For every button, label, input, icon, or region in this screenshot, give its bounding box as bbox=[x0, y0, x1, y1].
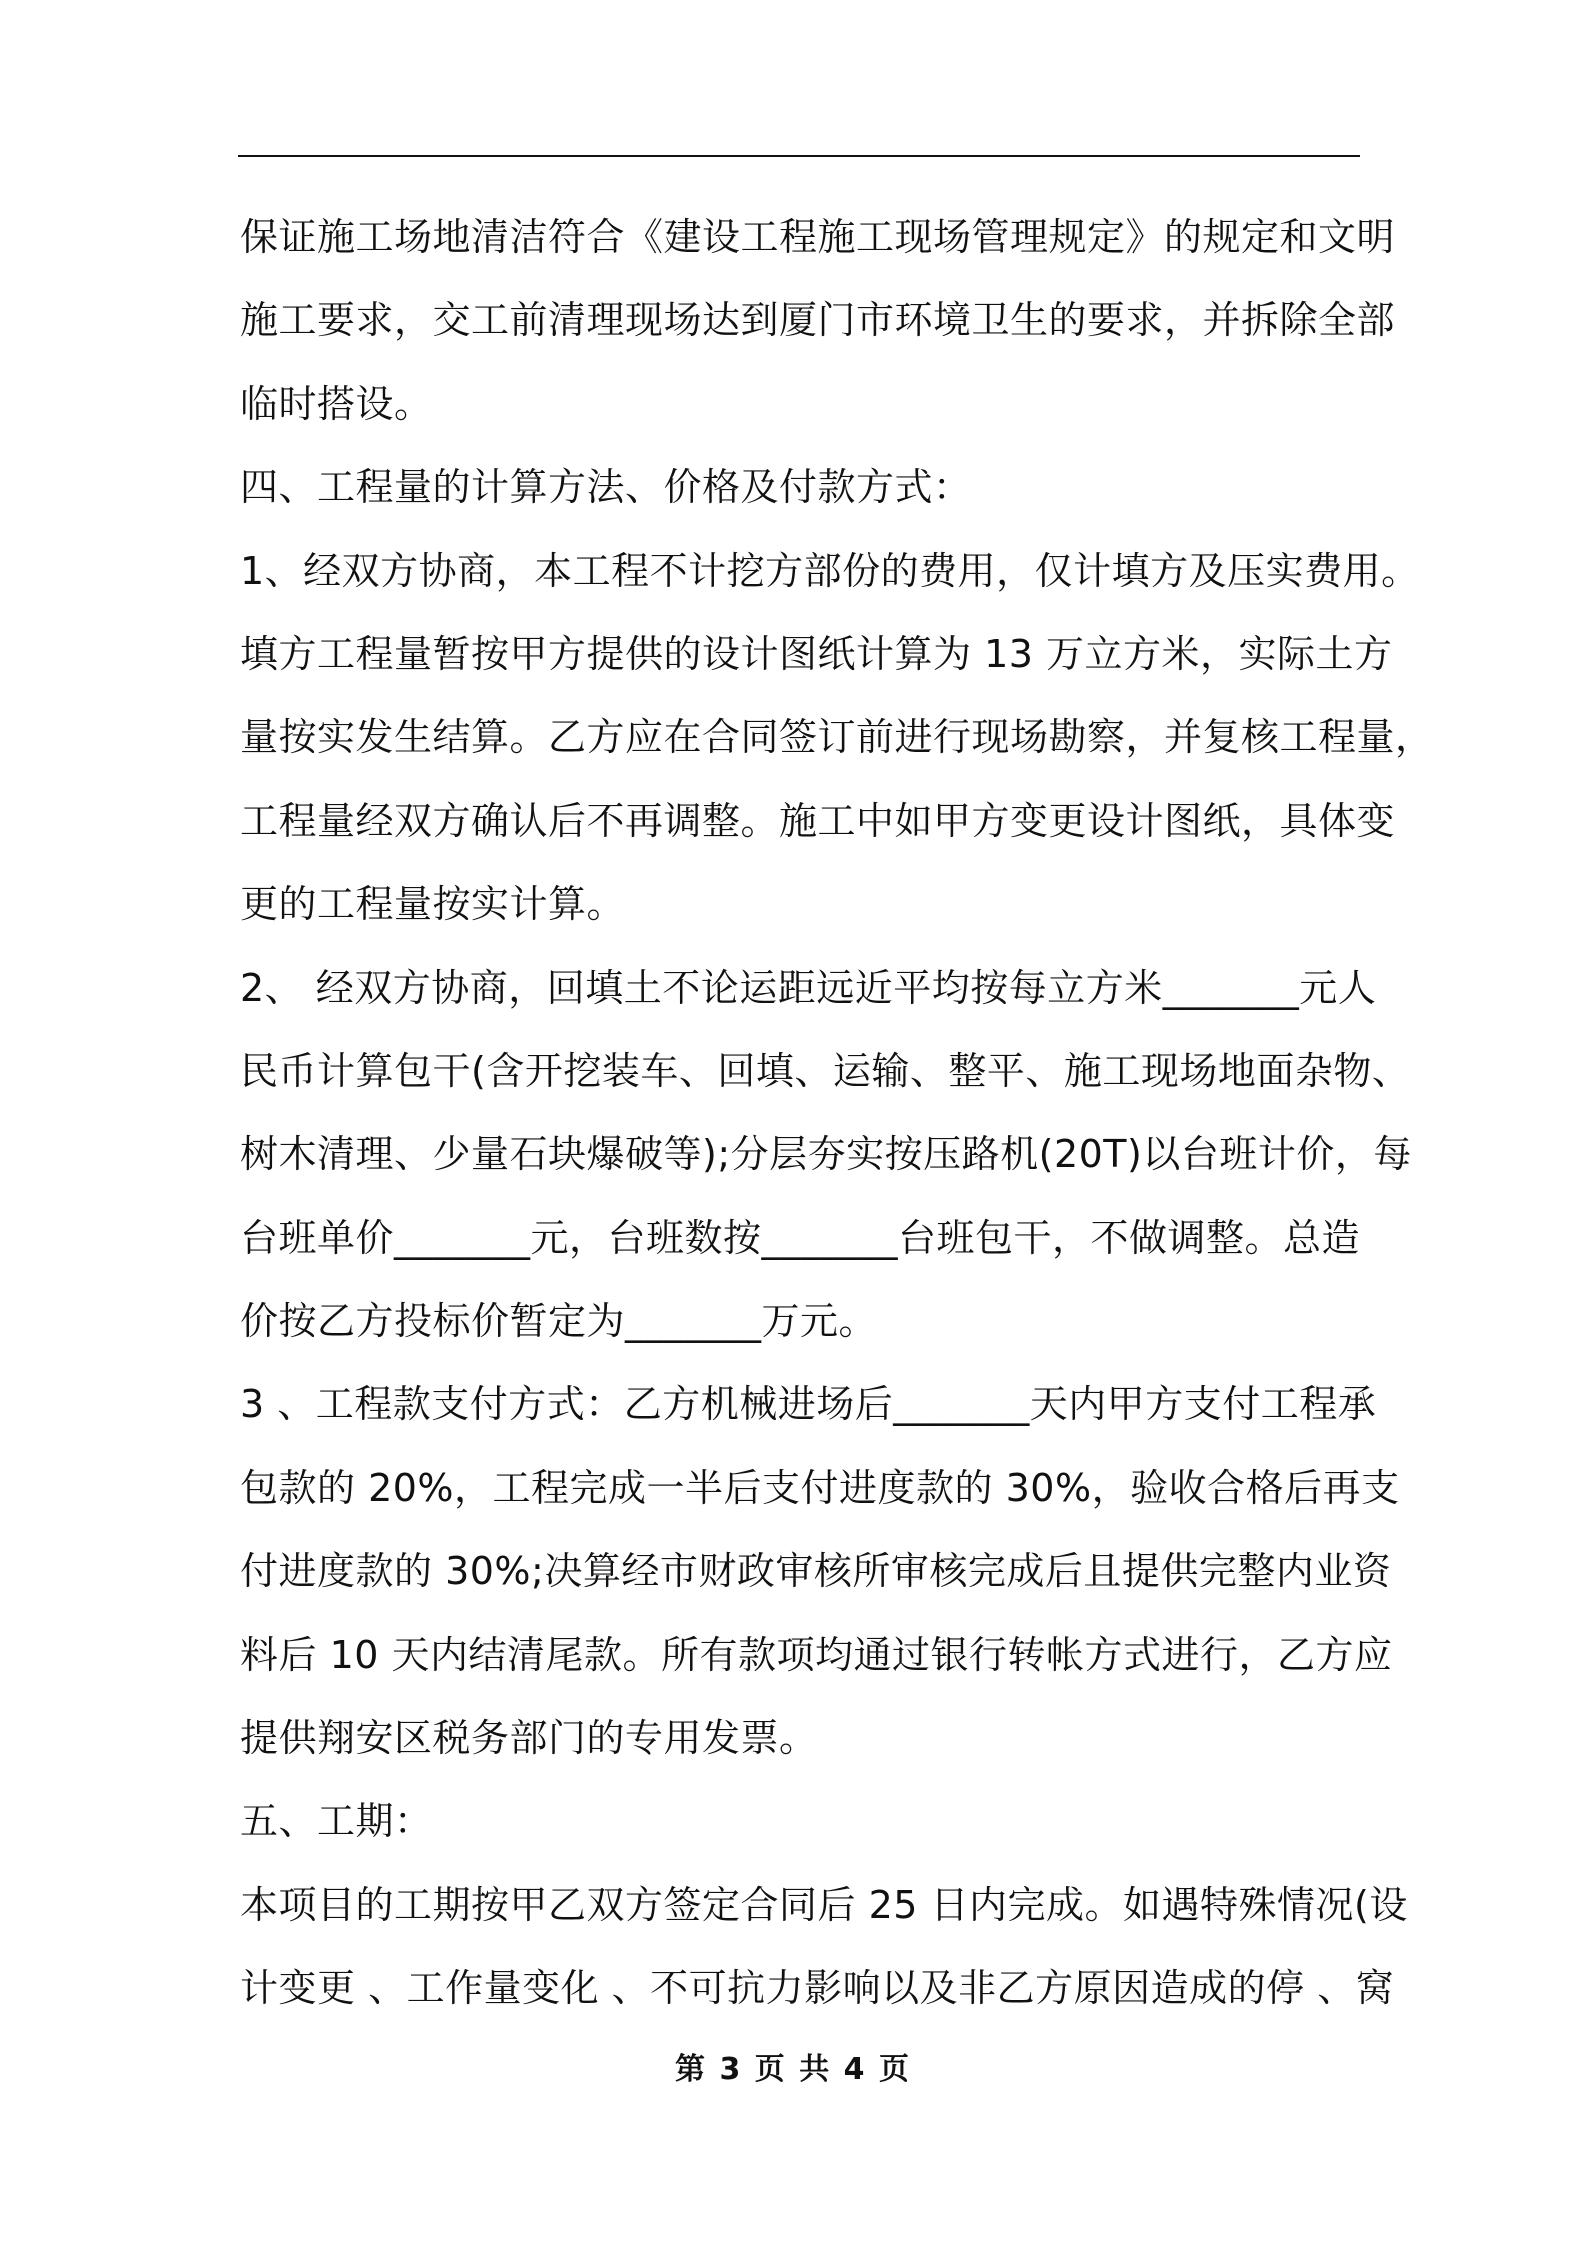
text-line: 计变更 、工作量变化 、不可抗力影响以及非乙方原因造成的停 、窝 bbox=[240, 1966, 1395, 2011]
text-line: 更的工程量按实计算。 bbox=[240, 882, 626, 927]
text-line: 付进度款的 30%;决算经市财政审核所审核完成后且提供完整内业资 bbox=[240, 1549, 1392, 1594]
header-rule bbox=[238, 155, 1360, 157]
text-line: 3 、工程款支付方式：乙方机械进场后_______天内甲方支付工程承 bbox=[240, 1382, 1377, 1427]
text-line: 1、经双方协商，本工程不计挖方部份的费用，仅计填方及压实费用。 bbox=[240, 548, 1420, 593]
text-line: 本项目的工期按甲乙双方签定合同后 25 日内完成。如遇特殊情况(设 bbox=[240, 1882, 1408, 1927]
text-line: 料后 10 天内结清尾款。所有款项均通过银行转帐方式进行，乙方应 bbox=[240, 1632, 1393, 1677]
document-body bbox=[240, 196, 1434, 2031]
text-line: 保证施工场地清洁符合《建设工程施工现场管理规定》的规定和文明 bbox=[240, 215, 1396, 259]
text-line: 工程量经双方确认后不再调整。施工中如甲方变更设计图纸，具体变 bbox=[240, 798, 1396, 843]
section-heading: 五、工期： bbox=[240, 1799, 433, 1844]
text-line: 填方工程量暂按甲方提供的设计图纸计算为 13 万立方米，实际土方 bbox=[240, 631, 1393, 676]
text-line: 民币计算包干(含开挖装车、回填、运输、整平、施工现场地面杂物、 bbox=[240, 1048, 1411, 1093]
text-line: 施工要求，交工前清理现场达到厦门市环境卫生的要求，并拆除全部 bbox=[240, 298, 1396, 343]
text-line: 价按乙方投标价暂定为_______万元。 bbox=[240, 1299, 878, 1344]
text-line: 包款的 20%，工程完成一半后支付进度款的 30%，验收合格后再支 bbox=[240, 1465, 1400, 1510]
text-line: 树木清理、少量石块爆破等);分层夯实按压路机(20T)以台班计价，每 bbox=[240, 1132, 1412, 1177]
page-footer: 第 3 页 共 4 页 bbox=[675, 2052, 911, 2087]
text-line: 台班单价_______元，台班数按_______台班包干，不做调整。总造 bbox=[240, 1215, 1361, 1260]
section-heading: 四、工程量的计算方法、价格及付款方式： bbox=[240, 465, 972, 510]
text-line: 量按实发生结算。乙方应在合同签订前进行现场勘察，并复核工程量， bbox=[240, 715, 1434, 760]
text-line: 2、 经双方协商，回填土不论运距远近平均按每立方米_______元人 bbox=[240, 965, 1377, 1010]
text-line: 临时搭设。 bbox=[240, 381, 433, 426]
text-line: 提供翔安区税务部门的专用发票。 bbox=[240, 1716, 818, 1761]
